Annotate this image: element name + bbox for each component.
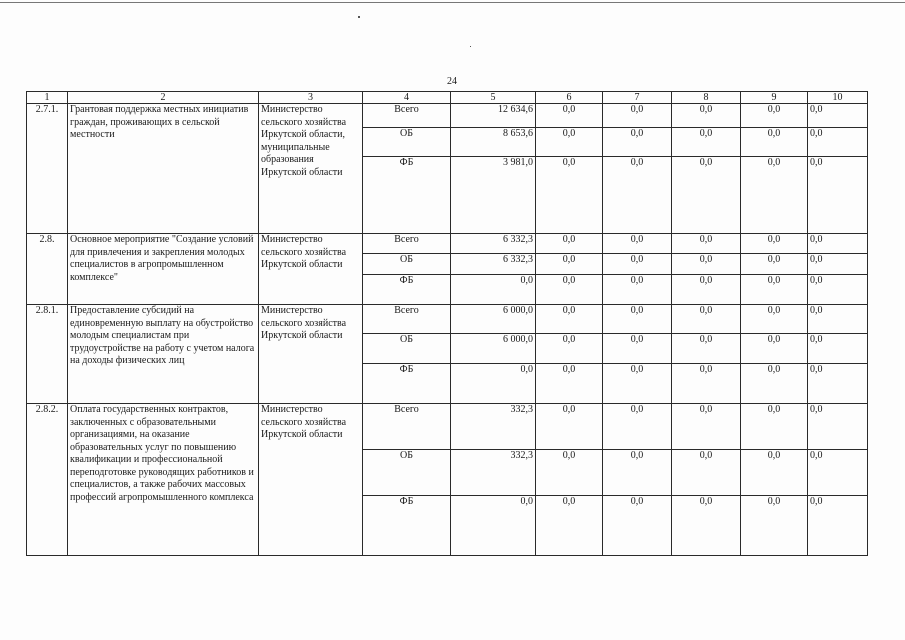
page-number: 24 — [447, 76, 457, 87]
total-amount: 6 000,0 — [451, 305, 536, 334]
funding-source: Всего — [363, 234, 451, 254]
amount-cell: 0,0 — [808, 157, 868, 234]
amount-cell: 0,0 — [536, 254, 603, 275]
total-amount: 332,3 — [451, 404, 536, 450]
funding-source: ФБ — [363, 496, 451, 556]
item-executor: Министерство сельского хозяйства Иркутской области — [259, 305, 363, 404]
total-amount: 332,3 — [451, 450, 536, 496]
amount-cell: 0,0 — [603, 234, 672, 254]
item-name: Предоставление субсидий на единовременную выплату на обустройство молодым специалистам при трудоустройстве на работу с учетом налога на доходы физических лиц — [68, 305, 259, 404]
amount-cell: 0,0 — [603, 450, 672, 496]
column-header: 4 — [363, 92, 451, 104]
funding-source: ОБ — [363, 128, 451, 157]
amount-cell: 0,0 — [808, 234, 868, 254]
amount-cell: 0,0 — [741, 364, 808, 404]
amount-cell: 0,0 — [603, 157, 672, 234]
amount-cell: 0,0 — [536, 334, 603, 364]
item-number: 2.8. — [27, 234, 68, 305]
amount-cell: 0,0 — [536, 496, 603, 556]
amount-cell: 0,0 — [536, 128, 603, 157]
amount-cell: 0,0 — [808, 404, 868, 450]
funding-source: ОБ — [363, 254, 451, 275]
total-amount: 6 332,3 — [451, 234, 536, 254]
funding-source: ОБ — [363, 334, 451, 364]
column-header: 2 — [68, 92, 259, 104]
funding-source: ФБ — [363, 275, 451, 305]
item-name: Основное мероприятие "Создание условий для привлечения и закрепления молодых специалистов в агропромышленном комплексе" — [68, 234, 259, 305]
amount-cell: 0,0 — [536, 275, 603, 305]
column-header: 10 — [808, 92, 868, 104]
amount-cell: 0,0 — [808, 305, 868, 334]
funding-source: Всего — [363, 305, 451, 334]
column-header: 6 — [536, 92, 603, 104]
amount-cell: 0,0 — [536, 305, 603, 334]
item-executor: Министерство сельского хозяйства Иркутской области — [259, 234, 363, 305]
amount-cell: 0,0 — [536, 234, 603, 254]
amount-cell: 0,0 — [672, 450, 741, 496]
amount-cell: 0,0 — [808, 128, 868, 157]
total-amount: 0,0 — [451, 364, 536, 404]
amount-cell: 0,0 — [741, 234, 808, 254]
total-amount: 0,0 — [451, 496, 536, 556]
amount-cell: 0,0 — [741, 254, 808, 275]
amount-cell: 0,0 — [603, 104, 672, 128]
funding-source: ОБ — [363, 450, 451, 496]
amount-cell: 0,0 — [603, 128, 672, 157]
amount-cell: 0,0 — [672, 275, 741, 305]
amount-cell: 0,0 — [536, 450, 603, 496]
total-amount: 0,0 — [451, 275, 536, 305]
total-amount: 8 653,6 — [451, 128, 536, 157]
amount-cell: 0,0 — [603, 334, 672, 364]
total-amount: 12 634,6 — [451, 104, 536, 128]
amount-cell: 0,0 — [672, 334, 741, 364]
amount-cell: 0,0 — [741, 275, 808, 305]
amount-cell: 0,0 — [808, 496, 868, 556]
amount-cell: 0,0 — [741, 104, 808, 128]
amount-cell: 0,0 — [672, 234, 741, 254]
amount-cell: 0,0 — [536, 104, 603, 128]
scan-speck — [358, 16, 360, 18]
table-row — [27, 305, 868, 334]
column-header: 9 — [741, 92, 808, 104]
amount-cell: 0,0 — [536, 157, 603, 234]
amount-cell: 0,0 — [603, 404, 672, 450]
amount-cell: 0,0 — [603, 275, 672, 305]
page-top-edge — [0, 2, 905, 3]
item-number: 2.7.1. — [27, 104, 68, 234]
amount-cell: 0,0 — [741, 305, 808, 334]
amount-cell: 0,0 — [808, 254, 868, 275]
table-row — [27, 404, 868, 450]
item-executor: Министерство сельского хозяйства Иркутской области — [259, 404, 363, 556]
amount-cell: 0,0 — [603, 254, 672, 275]
amount-cell: 0,0 — [741, 404, 808, 450]
amount-cell: 0,0 — [741, 496, 808, 556]
scan-speck — [470, 46, 471, 47]
column-number-row — [27, 92, 868, 104]
amount-cell: 0,0 — [536, 404, 603, 450]
funding-source: ФБ — [363, 157, 451, 234]
table-row — [27, 104, 868, 128]
amount-cell: 0,0 — [672, 404, 741, 450]
amount-cell: 0,0 — [808, 104, 868, 128]
amount-cell: 0,0 — [672, 496, 741, 556]
table-row — [27, 234, 868, 254]
total-amount: 6 000,0 — [451, 334, 536, 364]
total-amount: 6 332,3 — [451, 254, 536, 275]
item-name: Оплата государственных контрактов, заключенных с образовательными организациями, на оказание образовательных услуг по повышению квалификации и профессиональной переподготовке руководящих работников и специалистов, а также рабочих массовых профессий агропромышленного комплекса — [68, 404, 259, 556]
item-executor: Министерство сельского хозяйства Иркутской области, муниципальные образования Иркутской области — [259, 104, 363, 234]
item-number: 2.8.2. — [27, 404, 68, 556]
amount-cell: 0,0 — [603, 305, 672, 334]
item-number: 2.8.1. — [27, 305, 68, 404]
amount-cell: 0,0 — [808, 275, 868, 305]
amount-cell: 0,0 — [603, 496, 672, 556]
column-header: 7 — [603, 92, 672, 104]
amount-cell: 0,0 — [808, 364, 868, 404]
amount-cell: 0,0 — [741, 334, 808, 364]
amount-cell: 0,0 — [808, 450, 868, 496]
column-header: 1 — [27, 92, 68, 104]
amount-cell: 0,0 — [741, 128, 808, 157]
amount-cell: 0,0 — [672, 104, 741, 128]
column-header: 8 — [672, 92, 741, 104]
amount-cell: 0,0 — [672, 305, 741, 334]
amount-cell: 0,0 — [808, 334, 868, 364]
amount-cell: 0,0 — [536, 364, 603, 404]
total-amount: 3 981,0 — [451, 157, 536, 234]
column-header: 5 — [451, 92, 536, 104]
amount-cell: 0,0 — [741, 450, 808, 496]
funding-source: Всего — [363, 404, 451, 450]
amount-cell: 0,0 — [672, 364, 741, 404]
amount-cell: 0,0 — [672, 128, 741, 157]
funding-source: ФБ — [363, 364, 451, 404]
funding-source: Всего — [363, 104, 451, 128]
amount-cell: 0,0 — [603, 364, 672, 404]
column-header: 3 — [259, 92, 363, 104]
amount-cell: 0,0 — [672, 254, 741, 275]
amount-cell: 0,0 — [741, 157, 808, 234]
item-name: Грантовая поддержка местных инициатив граждан, проживающих в сельской местности — [68, 104, 259, 234]
budget-table — [26, 91, 868, 556]
amount-cell: 0,0 — [672, 157, 741, 234]
